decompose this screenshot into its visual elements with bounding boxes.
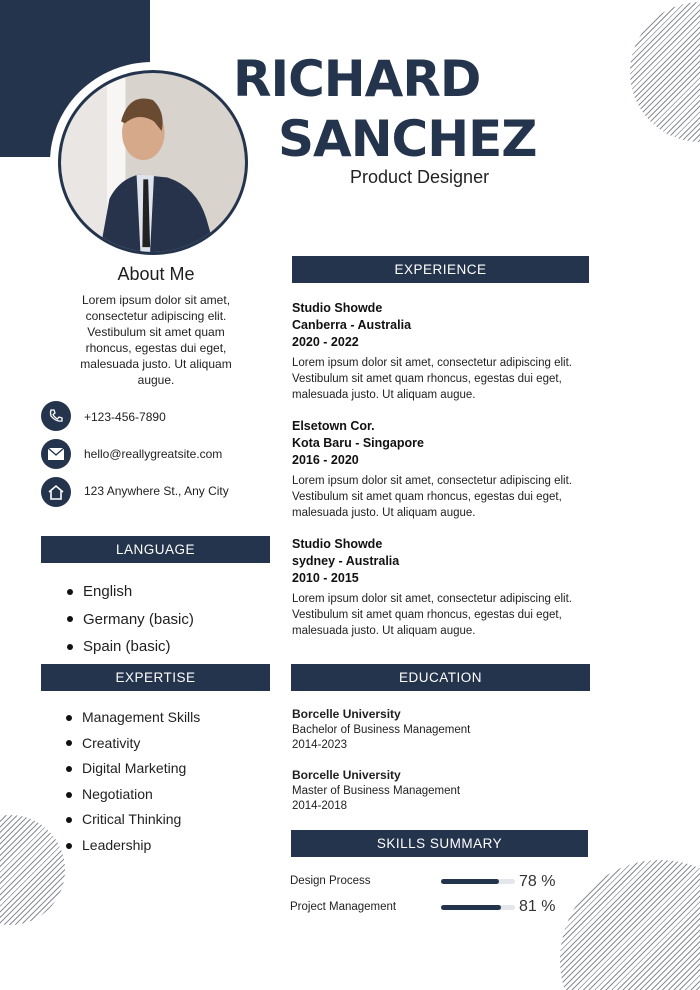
job-description: Lorem ipsum dolor sit amet, consectetur adipiscing elit. Vestibulum sit amet quam rhoncus, egestas dui eget, malesuada justo. Ut aliquam augue.: [292, 357, 572, 401]
job-company: Elsetown Cor.: [292, 419, 375, 433]
decor-hatched-circle: [560, 860, 700, 990]
job-years: 2020 - 2022: [292, 335, 359, 349]
list-item: Critical Thinking: [82, 807, 200, 833]
list-item: Digital Marketing: [82, 756, 200, 782]
job-entry: [292, 418, 612, 521]
job-company: Studio Showde: [292, 301, 383, 315]
list-item: Germany (basic): [83, 606, 194, 634]
job-description: Lorem ipsum dolor sit amet, consectetur adipiscing elit. Vestibulum sit amet quam rhoncus, egestas dui eget, malesuada justo. Ut aliquam augue.: [292, 475, 572, 519]
list-item: Negotiation: [82, 782, 200, 808]
skill-percent: 81 %: [519, 898, 556, 915]
job-title: Product Designer: [350, 167, 490, 187]
job-entry: [292, 300, 612, 403]
education-years: 2014-2018: [292, 800, 347, 812]
job-location: Canberra - Australia: [292, 318, 412, 332]
skill-progress-fill: [441, 879, 499, 884]
skill-progress-fill: [441, 905, 501, 910]
list-item: Creativity: [82, 731, 200, 757]
list-item: Management Skills: [82, 705, 200, 731]
language-list: [83, 578, 194, 661]
home-icon: [41, 477, 71, 507]
email-text: hello@reallygreatsite.com: [84, 447, 223, 461]
job-location: Kota Baru - Singapore: [292, 436, 424, 450]
job-location: sydney - Australia: [292, 554, 400, 568]
phone-text: +123-456-7890: [84, 410, 166, 424]
education-years: 2014-2023: [292, 739, 347, 751]
skills-heading: SKILLS SUMMARY: [291, 830, 588, 857]
skill-name: Project Management: [290, 901, 397, 913]
decor-hatched-circle: [0, 815, 65, 925]
first-name: RICHARD: [233, 50, 481, 108]
job-years: 2010 - 2015: [292, 571, 359, 585]
about-heading: About Me: [117, 264, 195, 284]
profile-photo: [58, 70, 248, 255]
last-name: SANCHEZ: [278, 110, 537, 168]
language-heading: LANGUAGE: [41, 536, 270, 563]
experience-heading: EXPERIENCE: [292, 256, 589, 283]
job-years: 2016 - 2020: [292, 453, 359, 467]
phone-icon: [41, 401, 71, 431]
expertise-list: [82, 705, 200, 859]
list-item: Leadership: [82, 833, 200, 859]
skill-name: Design Process: [290, 875, 371, 887]
job-company: Studio Showde: [292, 537, 383, 551]
skill-percent: 78 %: [519, 873, 556, 890]
skill-progress-track: [441, 905, 515, 910]
education-entry: [292, 707, 470, 754]
school-name: Borcelle University: [292, 707, 401, 721]
about-text: Lorem ipsum dolor sit amet, consectetur adipiscing elit. Vestibulum sit amet quam rhoncus, egestas dui eget, malesuada justo. Ut aliquam augue.: [80, 293, 232, 387]
job-description: Lorem ipsum dolor sit amet, consectetur adipiscing elit. Vestibulum sit amet quam rhoncus, egestas dui eget, malesuada justo. Ut aliquam augue.: [292, 593, 572, 637]
education-heading: EDUCATION: [291, 664, 590, 691]
list-item: Spain (basic): [83, 633, 194, 661]
address-text: 123 Anywhere St., Any City: [84, 484, 229, 498]
list-item: English: [83, 578, 194, 606]
degree: Master of Business Management: [292, 784, 461, 797]
education-entry: [292, 768, 460, 815]
job-entry: [292, 536, 612, 639]
decor-hatched-circle: [630, 0, 700, 145]
degree: Bachelor of Business Management: [292, 723, 471, 736]
mail-icon: [41, 439, 71, 469]
expertise-heading: EXPERTISE: [41, 664, 270, 691]
skill-progress-track: [441, 879, 515, 884]
school-name: Borcelle University: [292, 768, 401, 782]
